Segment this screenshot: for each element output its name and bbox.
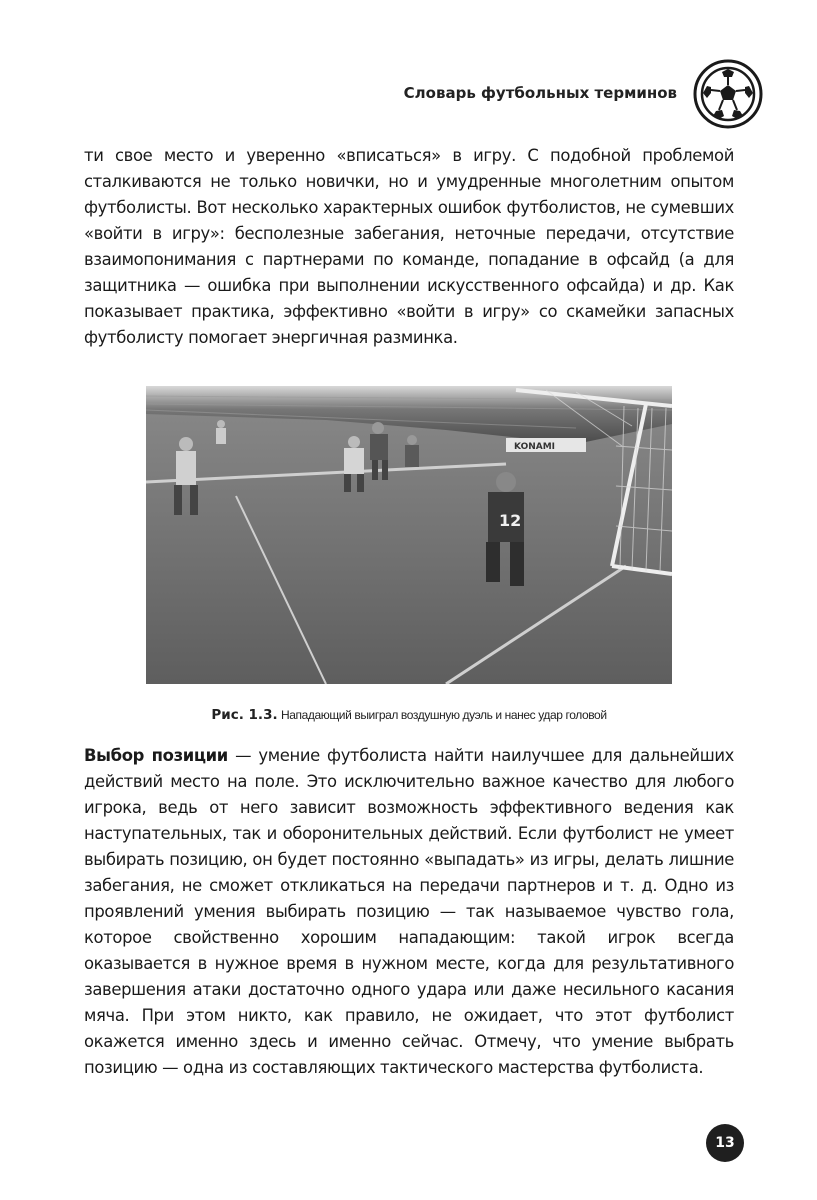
- term-heading: Выбор позиции: [84, 746, 228, 765]
- body-paragraph-top: ти свое место и уверенно «вписаться» в игру. С подобной проблемой сталкиваются не только новички, но и умудренные многолетним опытом футболисты. Вот несколько характерных ошибок футболистов, не сумевших «войти в игру»: бесполезные забегания, неточные передачи, отсутствие взаимопонимания с партнерами по команде, попадание в офсайд (а для защитника — ошибка при выполнении искусственного офсайда) и др. Как показывает практика, эффективно «войти в игру» со скамейки запасных футболисту помогает энергичная разминка.: [84, 146, 734, 347]
- running-title: Словарь футбольных терминов: [403, 84, 677, 102]
- football-scene-image: [146, 386, 672, 684]
- figure-label: Рис. 1.3.: [211, 707, 278, 723]
- soccer-ball-icon: [692, 58, 764, 130]
- term-definition: — умение футболиста найти наилучшее для дальнейших действий место на поле. Это исключительно важное качество для любого игрока, ведь от него зависит возможность эффективного ведения как наступательных, так и оборонительных действий. Если футболист не умеет выбирать позицию, он будет постоянно «выпадать» из игры, делать лишние забегания, не сможет откликаться на передачи партнеров и т. д. Одно из проявлений умения выбирать позицию — так называемое чувство гола, которое свойственно хорошим нападающим: такой игрок всегда оказывается в нужное время в нужном месте, когда для результативного завершения атаки достаточно одного удара или даже несильного касания мяча. При этом никто, как правило, не ожидает, что этот футболист окажется именно здесь и именно сейчас. Отмечу, что умение выбрать позицию — одна из составляющих тактического мастерства футболиста.: [84, 746, 735, 1077]
- page-number: 13: [706, 1124, 744, 1162]
- ad-board-text: KONAMI: [514, 442, 556, 452]
- player-jersey-number: 12: [499, 511, 522, 530]
- figure-caption-text: Нападающий выиграл воздушную дуэль и нанес удар головой: [280, 708, 607, 722]
- figure-caption: [84, 707, 734, 723]
- body-paragraph-bottom: [84, 743, 734, 1081]
- figure-football-photo: [146, 386, 672, 684]
